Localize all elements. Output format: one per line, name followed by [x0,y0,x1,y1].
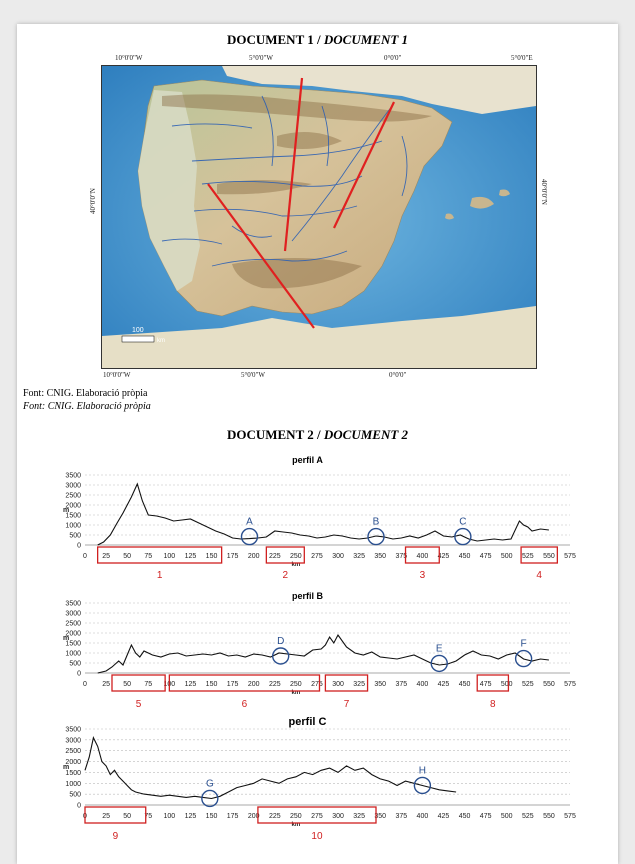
y-tick-label: 2500 [65,748,81,756]
y-tick-label: 1000 [65,780,81,788]
y-tick-label: 1500 [65,512,81,520]
y-tick-label: 0 [77,802,81,810]
range-box-label-7: 7 [343,699,350,710]
x-tick-label: 525 [521,681,534,688]
chart-title: perfil B [291,591,324,601]
range-box-label-3: 3 [419,570,426,581]
elevation-profile-line [85,738,456,799]
x-tick-label: 175 [226,553,239,560]
y-tick-label: 1500 [65,640,81,648]
x-tick-label: 400 [416,553,429,560]
x-tick-label: 0 [83,553,87,560]
scale-value: 100 [132,327,144,334]
x-tick-label: 525 [521,813,534,820]
x-tick-label: 125 [184,681,197,688]
x-tick-label: 250 [290,681,302,688]
x-tick-label: 450 [458,553,471,560]
annotation-circle-a [241,529,257,545]
x-tick-label: 500 [500,813,513,820]
source-note-ca: Font: CNIG. Elaboració pròpia [23,388,148,399]
scale-unit: km [157,338,165,344]
x-axis-label: km [291,562,301,568]
x-tick-label: 475 [479,813,492,820]
y-tick-label: 2000 [65,759,81,767]
y-tick-label: 1000 [65,522,81,530]
x-tick-label: 400 [416,681,429,688]
y-tick-label: 1000 [65,650,81,658]
y-axis-label: m [63,635,70,642]
range-box-label-10: 10 [311,831,323,842]
y-tick-label: 2000 [65,502,81,510]
x-tick-label: 550 [543,813,555,820]
x-tick-label: 150 [205,681,218,688]
annotation-label-a: A [246,516,253,528]
x-tick-label: 450 [458,681,471,688]
x-tick-label: 25 [102,813,110,820]
x-tick-label: 50 [123,553,132,560]
y-axis-label: m [63,507,70,514]
x-axis-label: km [291,690,301,696]
x-tick-label: 175 [226,813,239,820]
document-2-title [17,427,618,443]
range-box-label-4: 4 [536,570,542,581]
profile-a-chart [55,451,585,581]
x-tick-label: 375 [395,681,408,688]
map-top-tick-3: 5°0'0"E [511,54,533,62]
iberia-relief-map [101,65,537,369]
chart-title: perfil A [292,455,323,465]
source-note-es: Font: CNIG. Elaboració pròpia [23,401,151,412]
y-axis-label: m [63,764,70,771]
x-tick-label: 25 [102,681,110,688]
chart-title: perfil C [288,717,327,728]
x-tick-label: 0 [83,681,87,688]
x-tick-label: 575 [564,681,576,688]
annotation-label-b: B [372,516,380,528]
annotation-label-c: C [459,516,467,528]
map-lat-label-left: 40°0'0"N [89,188,97,214]
y-tick-label: 0 [77,670,81,678]
annotation-label-f: F [520,638,527,650]
document-page [17,24,618,864]
x-tick-label: 150 [205,813,218,820]
elevation-profile-line [98,635,549,673]
x-tick-label: 225 [268,553,281,560]
x-tick-label: 100 [163,813,176,820]
x-tick-label: 350 [374,813,387,820]
y-tick-label: 3500 [65,472,81,480]
y-tick-label: 3500 [65,726,81,734]
x-tick-label: 25 [102,553,110,560]
map-top-tick-0: 10°0'0"W [115,54,143,62]
map-bottom-tick-2: 0°0'0" [389,371,407,379]
x-tick-label: 175 [226,681,239,688]
x-tick-label: 425 [437,813,450,820]
document-2-title-es: DOCUMENT 2 [323,427,409,442]
profile-c-chart [55,717,585,847]
map-top-tick-1: 5°0'0"W [249,54,274,62]
x-tick-label: 225 [268,813,281,820]
x-tick-label: 200 [247,813,260,820]
x-tick-label: 300 [332,813,344,820]
x-tick-label: 350 [374,553,387,560]
x-tick-label: 250 [290,553,302,560]
x-tick-label: 0 [83,813,87,820]
document-2-title-ca: DOCUMENT 2 / [226,427,321,442]
x-tick-label: 475 [479,681,492,688]
x-tick-label: 425 [437,553,450,560]
x-tick-label: 275 [311,681,323,688]
profile-a-svg [55,451,585,581]
annotation-label-h: H [418,765,427,777]
y-tick-label: 0 [77,542,81,550]
map-svg [102,66,536,368]
x-tick-label: 550 [543,681,555,688]
y-tick-label: 500 [69,660,81,668]
annotation-label-e: E [435,643,443,655]
range-box-9 [85,807,146,823]
x-tick-label: 575 [564,553,576,560]
x-tick-label: 100 [163,681,176,688]
profile-c-svg [55,717,585,847]
range-box-label-2: 2 [282,570,289,581]
y-tick-label: 1500 [65,769,81,777]
y-tick-label: 3000 [65,610,81,618]
annotation-label-g: G [205,778,214,790]
x-axis-label: km [291,822,301,828]
y-tick-label: 2500 [65,492,81,500]
map-lat-label-right: 40°0'0"N [540,179,548,205]
x-tick-label: 250 [290,813,302,820]
range-box-label-5: 5 [135,699,142,710]
y-tick-label: 500 [69,532,81,540]
document-1-title [17,32,618,48]
map-top-tick-2: 0°0'0" [384,54,402,62]
document-1-title-ca: DOCUMENT 1 / [226,32,321,47]
x-tick-label: 500 [500,681,513,688]
x-tick-label: 125 [184,813,197,820]
elevation-profile-line [98,484,549,545]
y-tick-label: 3000 [65,482,81,490]
range-box-label-1: 1 [156,570,163,581]
profile-b-chart [55,589,585,719]
x-tick-label: 325 [353,553,365,560]
x-tick-label: 275 [311,553,323,560]
y-tick-label: 3500 [65,600,81,608]
x-tick-label: 100 [163,553,176,560]
x-tick-label: 50 [123,813,132,820]
x-tick-label: 500 [500,553,513,560]
map-bottom-tick-0: 10°0'0"W [103,371,131,379]
range-box-label-9: 9 [112,831,119,842]
x-tick-label: 75 [144,813,153,820]
x-tick-label: 200 [247,681,260,688]
range-box-label-6: 6 [241,699,248,710]
x-tick-label: 125 [184,553,197,560]
x-tick-label: 525 [521,553,534,560]
x-tick-label: 350 [374,681,387,688]
x-tick-label: 300 [332,553,344,560]
range-box-label-8: 8 [490,699,496,710]
annotation-circle-d [273,648,289,664]
map-bottom-tick-1: 5°0'0"W [241,371,266,379]
x-tick-label: 75 [144,553,153,560]
x-tick-label: 575 [564,813,576,820]
range-box-5 [112,675,165,691]
x-tick-label: 75 [144,681,153,688]
document-1-title-es: DOCUMENT 1 [323,32,409,47]
range-box-1 [98,547,222,563]
x-tick-label: 50 [123,681,132,688]
x-tick-label: 450 [458,813,471,820]
y-tick-label: 2000 [65,630,81,638]
y-tick-label: 2500 [65,620,81,628]
profile-b-svg [55,589,585,719]
x-tick-label: 275 [311,813,323,820]
x-tick-label: 400 [416,813,429,820]
x-tick-label: 225 [268,681,281,688]
annotation-label-d: D [277,636,285,647]
x-tick-label: 200 [247,553,260,560]
x-tick-label: 375 [395,813,408,820]
y-tick-label: 500 [69,791,81,799]
y-tick-label: 3000 [65,737,81,745]
x-tick-label: 550 [543,553,555,560]
x-tick-label: 150 [205,553,218,560]
x-tick-label: 425 [437,681,450,688]
x-tick-label: 475 [479,553,492,560]
x-tick-label: 375 [395,553,408,560]
x-tick-label: 325 [353,681,365,688]
x-tick-label: 325 [353,813,365,820]
x-tick-label: 300 [332,681,344,688]
